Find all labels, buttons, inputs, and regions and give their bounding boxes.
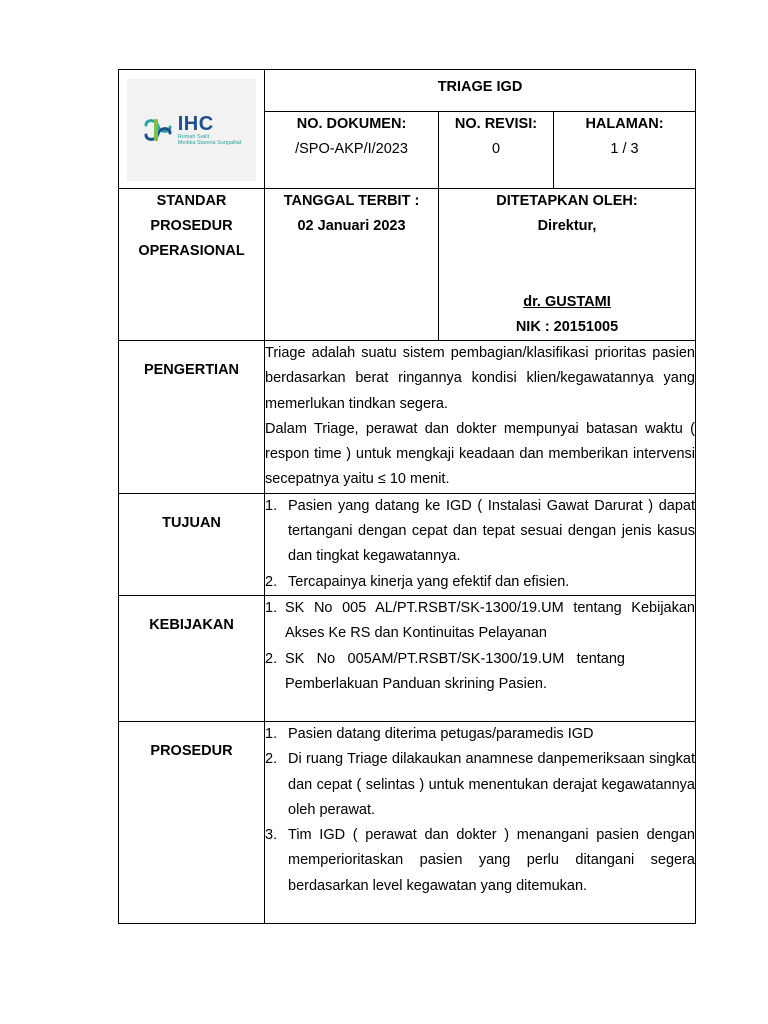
tanggal-terbit-label: TANGGAL TERBIT : xyxy=(283,193,420,209)
list-item xyxy=(265,823,695,899)
signatory-name: dr. GUSTAMI xyxy=(523,294,611,310)
no-dokumen-value: /SPO-AKP/I/2023 xyxy=(295,141,408,157)
tanggal-terbit-cell xyxy=(265,189,439,341)
list-item-number: 1. xyxy=(265,725,278,742)
document-title: TRIAGE IGD xyxy=(437,79,523,95)
sop-label-cell xyxy=(119,189,265,341)
list-item-number: 2. xyxy=(265,573,278,590)
pengertian-paragraph-2: Dalam Triage, perawat dan dokter mempunyai batasan waktu ( respon time ) untuk mengkaji keadaan dan memberikan intervensi secepatnya yaitu ≤ 10 menit. xyxy=(265,420,695,488)
list-item-text: Tercapainya kinerja yang efektif dan efisien. xyxy=(288,573,570,590)
list-item-text: SK No 005 AL/PT.RSBT/SK-1300/19.UM tentang Kebijakan Akses Ke RS dan Kontinuitas Pelayanan xyxy=(285,599,695,642)
no-dokumen-cell xyxy=(265,112,439,189)
list-item xyxy=(265,596,695,647)
signatory-nik: NIK : 20151005 xyxy=(515,319,619,335)
pengertian-content xyxy=(265,341,696,494)
tujuan-label: TUJUAN xyxy=(162,514,221,531)
list-item-number: 2. xyxy=(265,650,278,667)
list-item-number: 3. xyxy=(265,827,278,844)
sop-label-line1: STANDAR xyxy=(156,193,227,209)
ihc-logo-icon xyxy=(142,116,174,144)
list-item-text: Di ruang Triage dilakaukan anamnese danpemeriksaan singkat dan cepat ( selintas ) untuk menentukan derajat kegawatannya oleh perawat. xyxy=(288,751,695,818)
halaman-label: HALAMAN: xyxy=(585,116,664,132)
ditetapkan-label: DITETAPKAN OLEH: xyxy=(496,193,638,209)
kebijakan-label-cell xyxy=(119,595,265,721)
tanggal-terbit-value: 02 Januari 2023 xyxy=(297,218,406,234)
logo-subtitle-1: Rumah Sakit xyxy=(177,133,210,140)
sop-document-table xyxy=(118,69,696,924)
list-item-number: 1. xyxy=(265,497,278,514)
list-item-number: 1. xyxy=(265,599,278,616)
pengertian-label: PENGERTIAN xyxy=(143,362,240,378)
hospital-logo xyxy=(127,79,256,181)
prosedur-label: PROSEDUR xyxy=(150,742,233,759)
logo-wordmark: IHC xyxy=(177,112,214,135)
kebijakan-content xyxy=(265,595,696,721)
list-item xyxy=(265,647,695,698)
list-item-text: SK No 005AM/PT.RSBT/SK-1300/19.UM tentang Pemberlakuan Panduan skrining Pasien. xyxy=(285,650,625,692)
tujuan-content xyxy=(265,493,696,595)
halaman-cell xyxy=(554,112,696,189)
no-revisi-label: NO. REVISI: xyxy=(454,116,538,132)
pengertian-label-cell xyxy=(119,341,265,494)
ditetapkan-cell xyxy=(439,189,696,341)
list-item-number: 2. xyxy=(265,751,278,768)
tujuan-label-cell xyxy=(119,493,265,595)
list-item-text: Pasien yang datang ke IGD ( Instalasi Gawat Darurat ) dapat tertangani dengan cepat dan tepat sesuai dengan jenis kasus dan tingkat kegawatannya. xyxy=(288,497,695,565)
no-revisi-value: 0 xyxy=(491,141,501,157)
no-revisi-cell xyxy=(439,112,554,189)
list-item-text: Tim IGD ( perawat dan dokter ) menangani pasien dengan memperioritaskan pasien yang perlu ditangani segera berdasarkan level kegawatan yang ditemukan. xyxy=(288,827,695,894)
logo-subtitle-2: Medika Stannia Sungailiat xyxy=(177,140,242,146)
document-title-cell xyxy=(265,70,696,112)
prosedur-label-cell xyxy=(119,721,265,923)
no-dokumen-label: NO. DOKUMEN: xyxy=(296,116,407,132)
prosedur-content xyxy=(265,721,696,923)
list-item xyxy=(265,747,695,823)
sop-label-line3: OPERASIONAL xyxy=(138,243,245,259)
list-item xyxy=(265,494,695,570)
list-item-text: Pasien datang diterima petugas/paramedis IGD xyxy=(288,725,594,742)
sop-label-line2: PROSEDUR xyxy=(150,218,233,234)
list-item xyxy=(265,570,695,595)
logo-cell xyxy=(119,70,265,189)
pengertian-paragraph-1: Triage adalah suatu sistem pembagian/klasifikasi prioritas pasien berdasarkan berat ringannya kondisi klien/kegawatannya yang memerlukan tindkan segera. xyxy=(265,345,695,412)
halaman-value: 1 / 3 xyxy=(610,141,639,157)
list-item xyxy=(265,722,695,747)
kebijakan-label: KEBIJAKAN xyxy=(149,616,234,633)
jabatan: Direktur, xyxy=(537,218,597,234)
